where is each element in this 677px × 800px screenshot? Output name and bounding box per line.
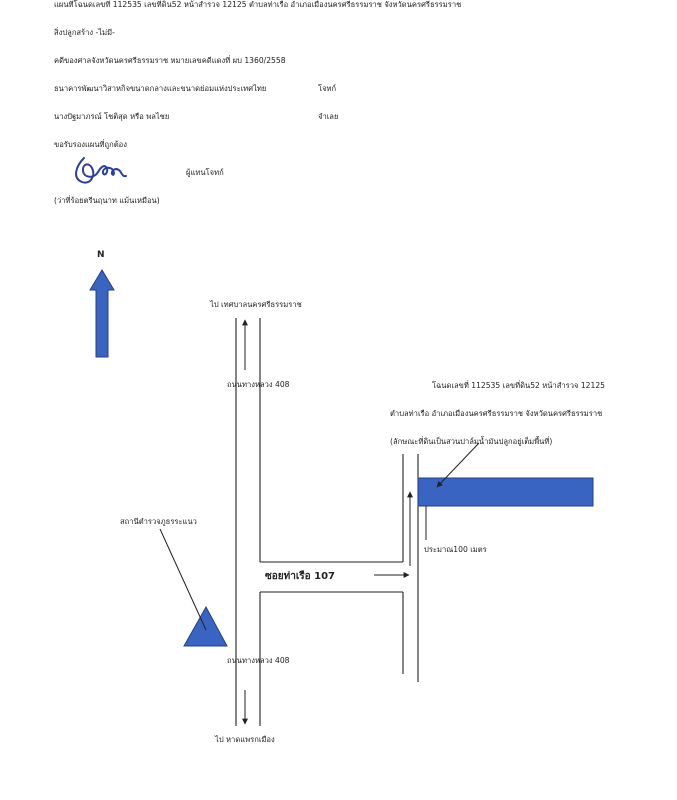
buildings-line: สิ่งปลูกสร้าง -ไม่มี- <box>54 28 115 37</box>
road-408-lower-label: ถนนทางหลวง 408 <box>227 656 290 665</box>
police-pointer <box>160 529 206 630</box>
plot-caption-line1: โฉนดเลขที่ 112535 เลขที่ดิน52 หน้าสำรวจ 12125 <box>432 381 606 390</box>
certify-line: ขอรับรองแผนที่ถูกต้อง <box>54 140 127 149</box>
road-408-upper-label: ถนนทางหลวง 408 <box>227 380 290 389</box>
north-label: N <box>97 250 105 260</box>
signer-role: ผู้แทนโจทก์ <box>186 168 224 177</box>
document-title: แผนที่โฉนดเลขที่ 112535 เลขที่ดิน52 หน้าสำรวจ 12125 ตำบลท่าเรือ อำเภอเมืองนครศรีธรรมราช จังหวัดนครศรีธรรมราช <box>54 0 462 9</box>
plaintiff-name: ธนาคารพัฒนาวิสาหกิจขนาดกลางและขนาดย่อมแห่งประเทศไทย <box>54 84 267 93</box>
plot-caption-line3: (ลักษณะที่ดินเป็นสวนปาล์มน้ำมันปลูกอยู่เต็มพื้นที่) <box>390 437 553 446</box>
to-north-label: ไป เทศบาลนครศรีธรรมราช <box>210 300 302 309</box>
court-case-line: คดีของศาลจังหวัดนครศรีธรรมราช หมายเลขคดีแดงที่ ผบ 1360/2558 <box>54 56 286 65</box>
plaintiff-role: โจทก์ <box>318 84 337 93</box>
soi-label: ซอยท่าเรือ 107 <box>265 571 336 582</box>
police-station-marker <box>184 607 227 646</box>
to-south-label: ไป หาดแพรกเมือง <box>215 735 275 744</box>
defendant-name: นางปัฐมาภรณ์ โชติสุด หรือ พลไชย <box>54 112 170 121</box>
north-arrow-icon <box>90 270 114 357</box>
defendant-role: จำเลย <box>318 112 339 121</box>
police-station-label: สถานีตำรวจภูธรระแนว <box>120 517 197 526</box>
plot-caption-line2: ตำบลท่าเรือ อำเภอเมืองนครศรีธรรมราช จังหวัดนครศรีธรรมราช <box>390 409 603 418</box>
signer-name: (ว่าที่ร้อยตรีนฤนาท แม้นเหมือน) <box>54 196 160 205</box>
distance-label: ประมาณ100 เมตร <box>424 545 487 554</box>
land-plot-marker <box>418 478 593 506</box>
soi-tha-ruea-107 <box>260 454 418 682</box>
